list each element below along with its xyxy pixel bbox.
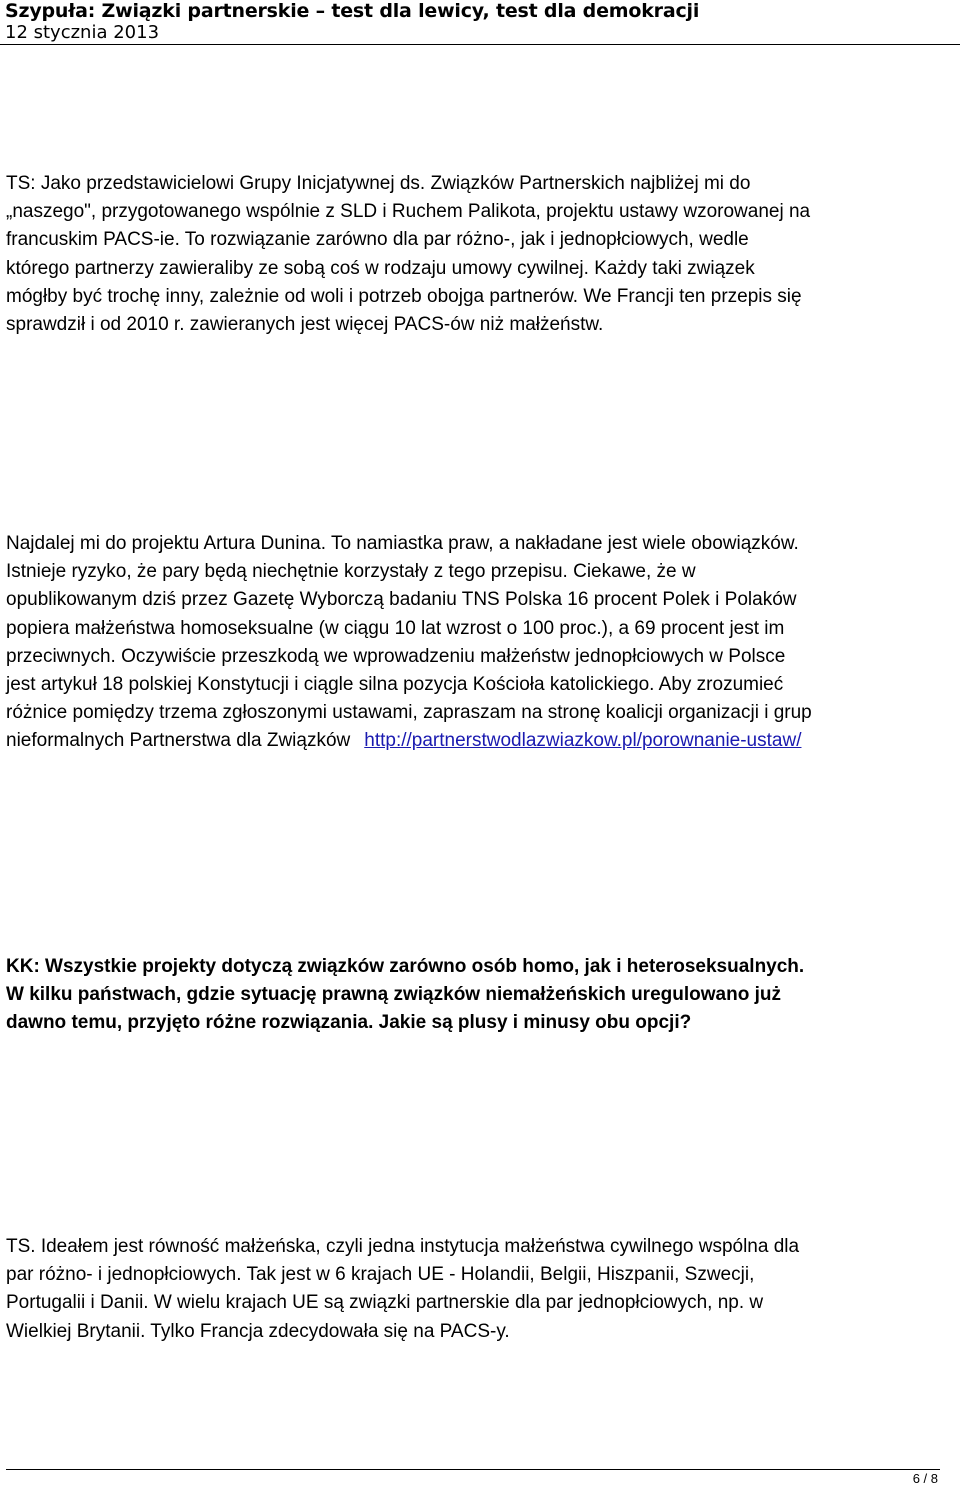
document-date: 12 stycznia 2013 [5, 22, 160, 43]
text-line: W kilku państwach, gdzie sytuację prawną związków niemałżeńskich uregulowano już [6, 984, 781, 1006]
text-line: TS: Jako przedstawicielowi Grupy Inicjatywnej ds. Związków Partnerskich najbliżej mi do [6, 173, 751, 194]
text-line: Wielkiej Brytanii. Tylko Francja zdecydowała się na PACS-y. [6, 1320, 510, 1342]
text-line: którego partnerzy zawieraliby ze sobą coś w rodzaju umowy cywilnej. Każdy taki związek [6, 257, 755, 279]
page-header [0, 0, 960, 45]
text-line: par różno- i jednopłciowych. Tak jest w 6 krajach UE - Holandii, Belgii, Hiszpanii, Szwecji, [6, 1264, 755, 1286]
page-number: 6 / 8 [912, 1471, 938, 1486]
paragraph-ts-answer-1 [6, 170, 956, 339]
text-line: dawno temu, przyjęto różne rozwiązania. Jakie są plusy i minusy obu opcji? [6, 1012, 692, 1034]
paragraph-ts-answer-3 [6, 1233, 956, 1346]
text-line-lead: nieformalnych Partnerstwa dla Związków [6, 730, 351, 752]
text-line: KK: Wszystkie projekty dotyczą związków zarówno osób homo, jak i heteroseksualnych. [6, 956, 805, 977]
text-line: francuskim PACS-ie. To rozwiązanie zarówno dla par różno-, jak i jednopłciowych, wedle [6, 229, 749, 251]
text-line: TS. Ideałem jest równość małżeńska, czyli jedna instytucja małżeństwa cywilnego wspólna dla [6, 1236, 800, 1257]
paragraph-ts-answer-2 [6, 530, 956, 756]
text-line: opublikowanym dziś przez Gazetę Wyborczą badaniu TNS Polska 16 procent Polek i Polaków [6, 589, 797, 611]
text-line: sprawdził i od 2010 r. zawieranych jest więcej PACS-ów niż małżeństw. [6, 314, 604, 336]
text-line: jest artykuł 18 polskiej Konstytucji i ciągle silna pozycja Kościoła katolickiego. Aby zrozumieć [6, 674, 784, 696]
text-line: Istnieje ryzyko, że pary będą niechętnie korzystały z tego przepisu. Ciekawe, że w [6, 561, 696, 583]
text-line: Najdalej mi do projektu Artura Dunina. To namiastka praw, a nakładane jest wiele obowiązków. [6, 533, 799, 554]
text-line-with-link [6, 727, 956, 755]
paragraph-kk-question [6, 953, 956, 1038]
comparison-link[interactable]: http://partnerstwodlazwiazkow.pl/porownanie-ustaw/ [364, 730, 802, 752]
text-line: mógłby być trochę inny, zależnie od woli i potrzeb obojga partnerów. We Francji ten przepis się [6, 285, 802, 307]
text-line: różnice pomiędzy trzema zgłoszonymi ustawami, zapraszam na stronę koalicji organizacji i grup [6, 702, 812, 724]
text-line: popiera małżeństwa homoseksualne (w ciągu 10 lat wzrost o 100 proc.), a 69 procent jest im [6, 617, 785, 639]
document-title: Szypuła: Związki partnerskie – test dla lewicy, test dla demokracji [5, 0, 700, 22]
text-line: Portugalii i Danii. W wielu krajach UE są związki partnerskie dla par jednopłciowych, np. w [6, 1292, 764, 1314]
text-line: „naszego", przygotowanego wspólnie z SLD i Ruchem Palikota, projektu ustawy wzorowanej na [6, 201, 811, 223]
footer-divider [6, 1469, 940, 1470]
text-line: przeciwnych. Oczywiście przeszkodą we wprowadzeniu małżeństw jednopłciowych w Polsce [6, 645, 786, 667]
